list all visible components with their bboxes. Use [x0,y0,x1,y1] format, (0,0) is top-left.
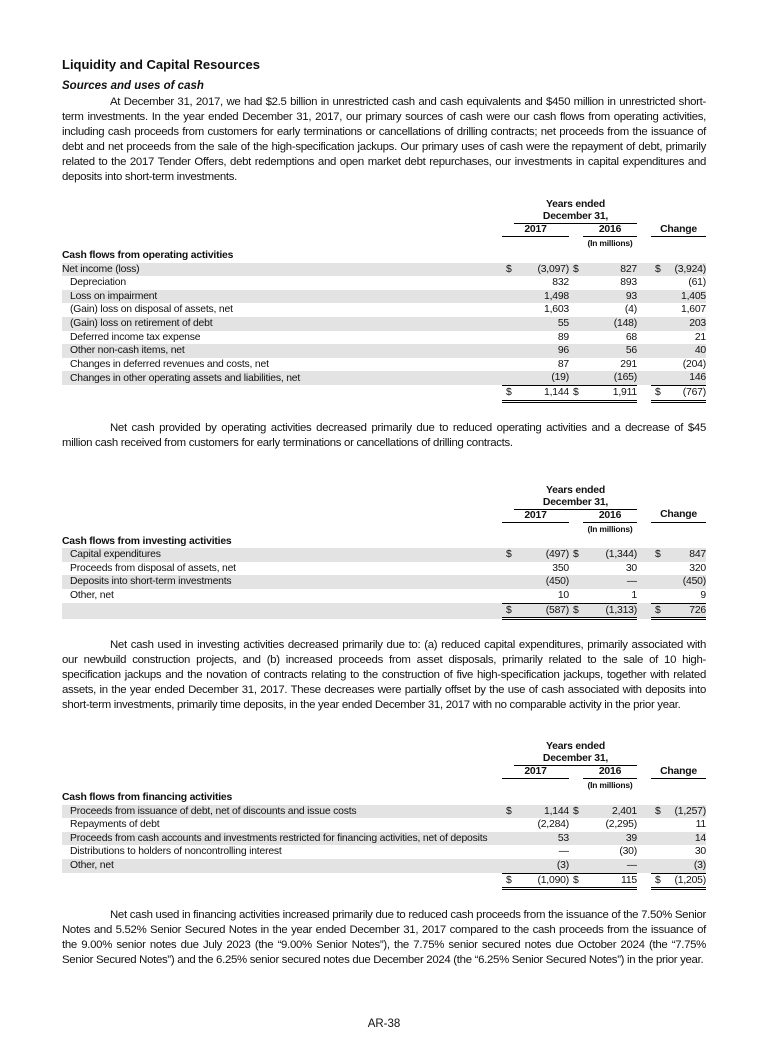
value-2017: 55 [514,317,569,331]
table-row [62,548,706,562]
table-row [62,331,706,345]
currency-symbol [651,371,663,385]
currency-symbol [651,290,663,304]
currency-symbol [569,290,583,304]
currency-symbol [569,344,583,358]
col-2016: 2016 [583,509,637,522]
value-2016: (2,295) [605,819,638,831]
currency-symbol [651,818,663,832]
currency-symbol [502,859,514,873]
currency-symbol [651,344,663,358]
value-2016: 827 [583,263,637,277]
col-2017: 2017 [502,509,569,522]
col-2017: 2017 [502,224,569,237]
value-2017: (3) [514,859,569,873]
currency-symbol: $ [569,805,583,819]
currency-symbol [502,562,514,576]
value-2016: 93 [583,290,637,304]
paragraph-financing: Net cash used in financing activities increased primarily due to reduced cash proceeds from the issuance of the 7.50% Senior Notes and 5.52% Senior Secured Notes in the year ended December 31, 2017 compared to the cash proceeds from the issuance of the 9.00% senior notes due July 2023 (the “9.00% Senior Notes”), the 7.75% senior secured notes due October 2024 (the “7.75% Senior Secured Notes”) and the 6.25% senior secured notes due December 2024 (the “6.25% Senior Secured Notes”) in the prior year. [62,909,706,967]
currency-symbol: $ [502,873,514,889]
currency-symbol [569,358,583,372]
col-2016: 2016 [583,224,637,237]
value-2016: 2,401 [583,805,637,819]
currency-symbol [502,371,514,385]
value-2016: — [583,575,637,589]
currency-symbol [651,575,663,589]
currency-symbol [502,832,514,846]
table-row [62,317,706,331]
currency-symbol: $ [502,805,514,819]
value-2017: (19) [514,371,569,385]
value-change: 320 [689,562,707,574]
value-change: 1,607 [681,304,707,316]
table-row [62,859,706,873]
row-label: Other, net [62,859,502,873]
value-change: (61) [688,277,707,289]
paragraph-operating: Net cash provided by operating activities decreased primarily due to reduced operating activities and a decrease of $45 million cash received from customers for early terminations or cancellations of drilling contracts. [62,421,706,449]
row-label: (Gain) loss on retirement of debt [62,317,502,331]
value-2016: 30 [625,562,638,574]
value-2016: — [583,859,637,873]
total-change: (767) [663,385,706,401]
table-row [62,276,706,290]
value-2016: (165) [583,371,637,385]
currency-symbol: $ [569,873,583,889]
years-ended-label: Years ended [545,484,606,496]
row-label: Proceeds from cash accounts and investments restricted for financing activities, net of deposits [62,832,502,846]
currency-symbol: $ [502,263,514,277]
row-label: Other non-cash items, net [62,344,502,358]
currency-symbol: $ [651,805,663,819]
currency-symbol [569,818,583,832]
currency-symbol [651,562,663,576]
years-ended-label: Years ended [545,199,606,210]
value-change: 847 [663,548,706,562]
row-label: Depreciation [70,277,126,289]
section-title: Cash flows from investing activities [62,535,232,547]
operating-table [62,199,706,403]
col-change: Change [651,766,706,779]
currency-symbol [569,562,583,576]
table-row [62,589,706,603]
row-label: Repayments of debt [70,819,160,831]
currency-symbol [651,303,663,317]
table-row [62,832,706,846]
total-2016: 115 [583,873,637,889]
currency-symbol [502,845,514,859]
value-2017: 53 [514,832,569,846]
section-title: Cash flows from operating activities [62,250,234,261]
total-2017: 1,144 [514,385,569,401]
currency-symbol [651,276,663,290]
total-2016: 1,911 [583,385,637,401]
paragraph-investing: Net cash used in investing activities decreased primarily due to: (a) reduced capital expenditures, primarily associated with our newbuild construction projects, and (b) increased proceeds from asset disposals, primarily related to the sale of 10 high-specification jackups and the novation of contracts relating to the construction of five high-specification jackups, together with related assets, in the year ended December 31, 2017. These decreases were partially offset by the use of cash associated with deposits into short-term investments, primarily time deposits, in the year ended December 31, 2017 with no comparable activity in the prior year. [62,639,706,712]
total-row [62,873,706,889]
paragraph-sources: At December 31, 2017, we had $2.5 billion in unrestricted cash and cash equivalents and $450 million in unrestricted short-term investments. In the year ended December 31, 2017, our primary sources of cash were our cash flows from operating activities, including cash proceeds from customers for early terminations or cancellations of drilling contracts; net proceeds from the issuance of debt and net proceeds from the sale of the high-specification jackups. Our primary uses of cash were the repayment of debt, primarily related to the 2017 Tender Offers, debt redemptions and open market debt repurchases, our investments in capital expenditures and deposits into short-term investments. [62,96,706,183]
currency-symbol [502,358,514,372]
table-row [62,358,706,372]
row-label: Deposits into short-term investments [62,575,502,589]
value-2017: 87 [557,358,569,370]
table-row [62,371,706,385]
currency-symbol [569,331,583,345]
value-change: 11 [695,819,707,831]
currency-symbol: $ [569,548,583,562]
currency-symbol [651,859,663,873]
row-label: Proceeds from issuance of debt, net of discounts and issue costs [62,805,502,819]
col-change: Change [651,509,706,522]
value-2017: 10 [557,589,569,601]
currency-symbol [502,276,514,290]
row-label: Distributions to holders of noncontrolling interest [70,846,282,858]
table-row [62,303,706,317]
currency-symbol: $ [569,385,583,401]
currency-symbol [569,859,583,873]
currency-symbol [502,575,514,589]
col-change: Change [651,224,706,237]
currency-symbol: $ [651,385,663,401]
table-row [62,818,706,832]
section-title: Cash flows from financing activities [62,792,233,804]
currency-symbol [502,317,514,331]
currency-symbol [569,276,583,290]
value-2016: 291 [620,358,638,370]
row-label: Changes in other operating assets and liabilities, net [62,371,502,385]
value-2016: (4) [624,304,638,316]
value-2017: 832 [552,277,569,289]
row-label: Proceeds from disposal of assets, net [70,562,236,574]
value-2016: (1,344) [583,548,637,562]
currency-symbol [502,589,514,603]
table-row [62,845,706,859]
units-label: (In millions) [587,238,633,248]
currency-symbol [502,344,514,358]
row-label: Other, net [70,590,114,602]
currency-symbol [651,358,663,372]
value-change: (1,257) [663,805,706,819]
value-2016: 893 [620,277,638,289]
value-2017: (2,284) [537,819,569,831]
value-2016: 68 [625,331,638,343]
value-change: (3) [663,859,706,873]
value-2017: 1,144 [514,805,569,819]
total-row [62,603,706,619]
units-label: (In millions) [587,780,633,791]
value-2016: 1 [631,589,638,601]
december-label: December 31, [514,211,637,224]
value-change: (204) [682,358,707,370]
currency-symbol [569,832,583,846]
currency-symbol [502,818,514,832]
table-row [62,290,706,304]
currency-symbol: $ [569,603,583,619]
table-row [62,805,706,819]
value-2017: (450) [514,575,569,589]
total-row [62,385,706,401]
currency-symbol [569,589,583,603]
subheading: Sources and uses of cash [62,80,204,92]
currency-symbol: $ [569,263,583,277]
investing-table [62,485,706,621]
table-row [62,562,706,576]
value-change: 9 [700,589,707,601]
section-heading [62,57,706,72]
currency-symbol: $ [651,548,663,562]
value-change: 14 [663,832,706,846]
value-change: (450) [663,575,706,589]
value-change: 1,405 [663,290,706,304]
total-change: (1,205) [663,873,706,889]
value-change: 40 [663,344,706,358]
table-row [62,263,706,277]
currency-symbol: $ [651,603,663,619]
currency-symbol [651,589,663,603]
currency-symbol [651,832,663,846]
currency-symbol [651,331,663,345]
value-change: 146 [663,371,706,385]
table-row [62,575,706,589]
value-2016: (148) [583,317,637,331]
currency-symbol [502,290,514,304]
currency-symbol [569,575,583,589]
total-2016: (1,313) [583,603,637,619]
currency-symbol: $ [502,548,514,562]
col-2016: 2016 [583,766,637,779]
value-2016: 56 [583,344,637,358]
row-label: Changes in deferred revenues and costs, net [70,358,269,370]
currency-symbol [502,331,514,345]
value-change: (3,924) [663,263,706,277]
total-2017: (1,090) [514,873,569,889]
december-label: December 31, [514,497,637,510]
value-2017: 1,498 [514,290,569,304]
value-2016: 39 [583,832,637,846]
table-row [62,344,706,358]
currency-symbol [502,303,514,317]
value-2016: (30) [619,846,638,858]
value-2017: (497) [514,548,569,562]
value-2017: 89 [557,331,569,343]
currency-symbol [569,317,583,331]
value-2017: 1,603 [543,304,569,316]
value-2017: 350 [552,562,569,574]
row-label: Loss on impairment [62,290,502,304]
row-label: Capital expenditures [62,548,502,562]
page-number: AR-38 [367,1018,401,1031]
col-2017: 2017 [502,766,569,779]
value-change: 30 [694,846,707,858]
value-2017: (3,097) [514,263,569,277]
december-label: December 31, [514,753,637,766]
row-label: Net income (loss) [62,263,502,277]
heading: Liquidity and Capital Resources [62,57,260,72]
financing-table [62,741,706,890]
units-label: (In millions) [587,523,633,534]
currency-symbol: $ [651,263,663,277]
row-label: Deferred income tax expense [70,331,201,343]
currency-symbol [651,317,663,331]
currency-symbol: $ [651,873,663,889]
value-change: 21 [694,331,707,343]
currency-symbol: $ [502,603,514,619]
total-2017: (587) [514,603,569,619]
value-change: 203 [663,317,706,331]
row-label: (Gain) loss on disposal of assets, net [70,304,233,316]
currency-symbol [569,371,583,385]
value-2017: — [558,846,569,858]
currency-symbol: $ [502,385,514,401]
value-2017: 96 [514,344,569,358]
currency-symbol [651,845,663,859]
currency-symbol [569,303,583,317]
total-change: 726 [663,603,706,619]
currency-symbol [569,845,583,859]
years-ended-label: Years ended [545,741,606,753]
